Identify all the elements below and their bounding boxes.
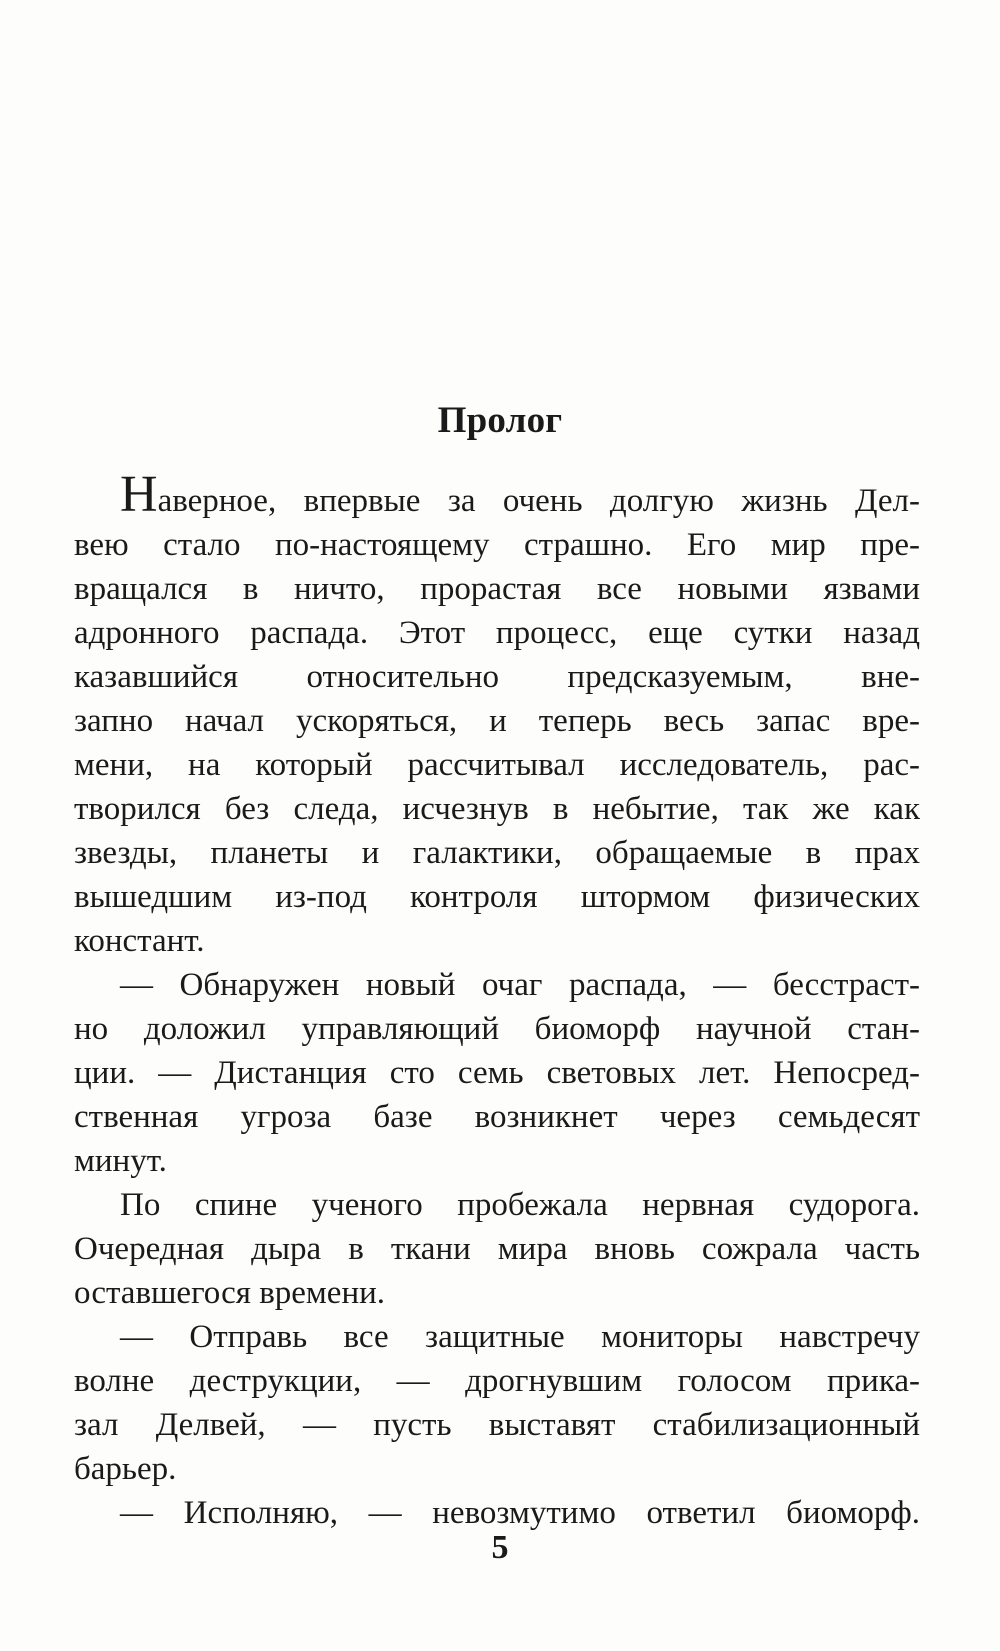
text-line: ции. — Дистанция сто семь световых лет. Непосред- — [74, 1055, 920, 1091]
text-line: — Исполняю, — невозмутимо ответил биоморф. — [120, 1495, 920, 1531]
text-line: адронного распада. Этот процесс, еще сутки назад — [74, 615, 920, 651]
text-line: мени, на который рассчитывал исследователь, рас- — [74, 747, 920, 783]
text-line: минут. — [74, 1143, 167, 1179]
text-line: волне деструкции, — дрогнувшим голосом прика- — [74, 1363, 920, 1399]
page-number: 5 — [491, 1529, 509, 1566]
text-line: вышедшим из-под контроля штормом физических — [74, 879, 920, 915]
drop-cap-letter: Н — [120, 466, 158, 523]
text-line: казавшийся относительно предсказуемым, вне- — [74, 659, 920, 695]
text-line: барьер. — [74, 1451, 177, 1487]
text-line: вею стало по-настоящему страшно. Его мир пре- — [74, 527, 920, 563]
text-line: Очередная дыра в ткани мира вновь сожрала часть — [74, 1231, 920, 1267]
text-line: но доложил управляющий биоморф научной стан- — [74, 1011, 920, 1047]
text-line: — Обнаружен новый очаг распада, — бесстраст- — [120, 967, 920, 1003]
text-line: звезды, планеты и галактики, обращаемые в прах — [74, 835, 920, 871]
text-line-content: аверное, впервые за очень долгую жизнь Дел- — [157, 483, 920, 519]
text-line: По спине ученого пробежала нервная судорога. — [120, 1187, 920, 1223]
text-line: зал Делвей, — пусть выставят стабилизационный — [74, 1407, 920, 1443]
body-text — [74, 467, 920, 1535]
text-line: констант. — [74, 923, 205, 959]
text-line-dropcap — [74, 467, 920, 523]
text-line: — Отправь все защитные мониторы навстречу — [120, 1319, 920, 1355]
text-line: оставшегося времени. — [74, 1275, 386, 1311]
text-line: вращался в ничто, прорастая все новыми язвами — [74, 571, 920, 607]
text-line: запно начал ускоряться, и теперь весь запас вре- — [74, 703, 920, 739]
text-line: ственная угроза базе возникнет через семьдесят — [74, 1099, 920, 1135]
text-line: творился без следа, исчезнув в небытие, так же как — [74, 791, 920, 827]
chapter-title: Пролог — [437, 400, 563, 441]
